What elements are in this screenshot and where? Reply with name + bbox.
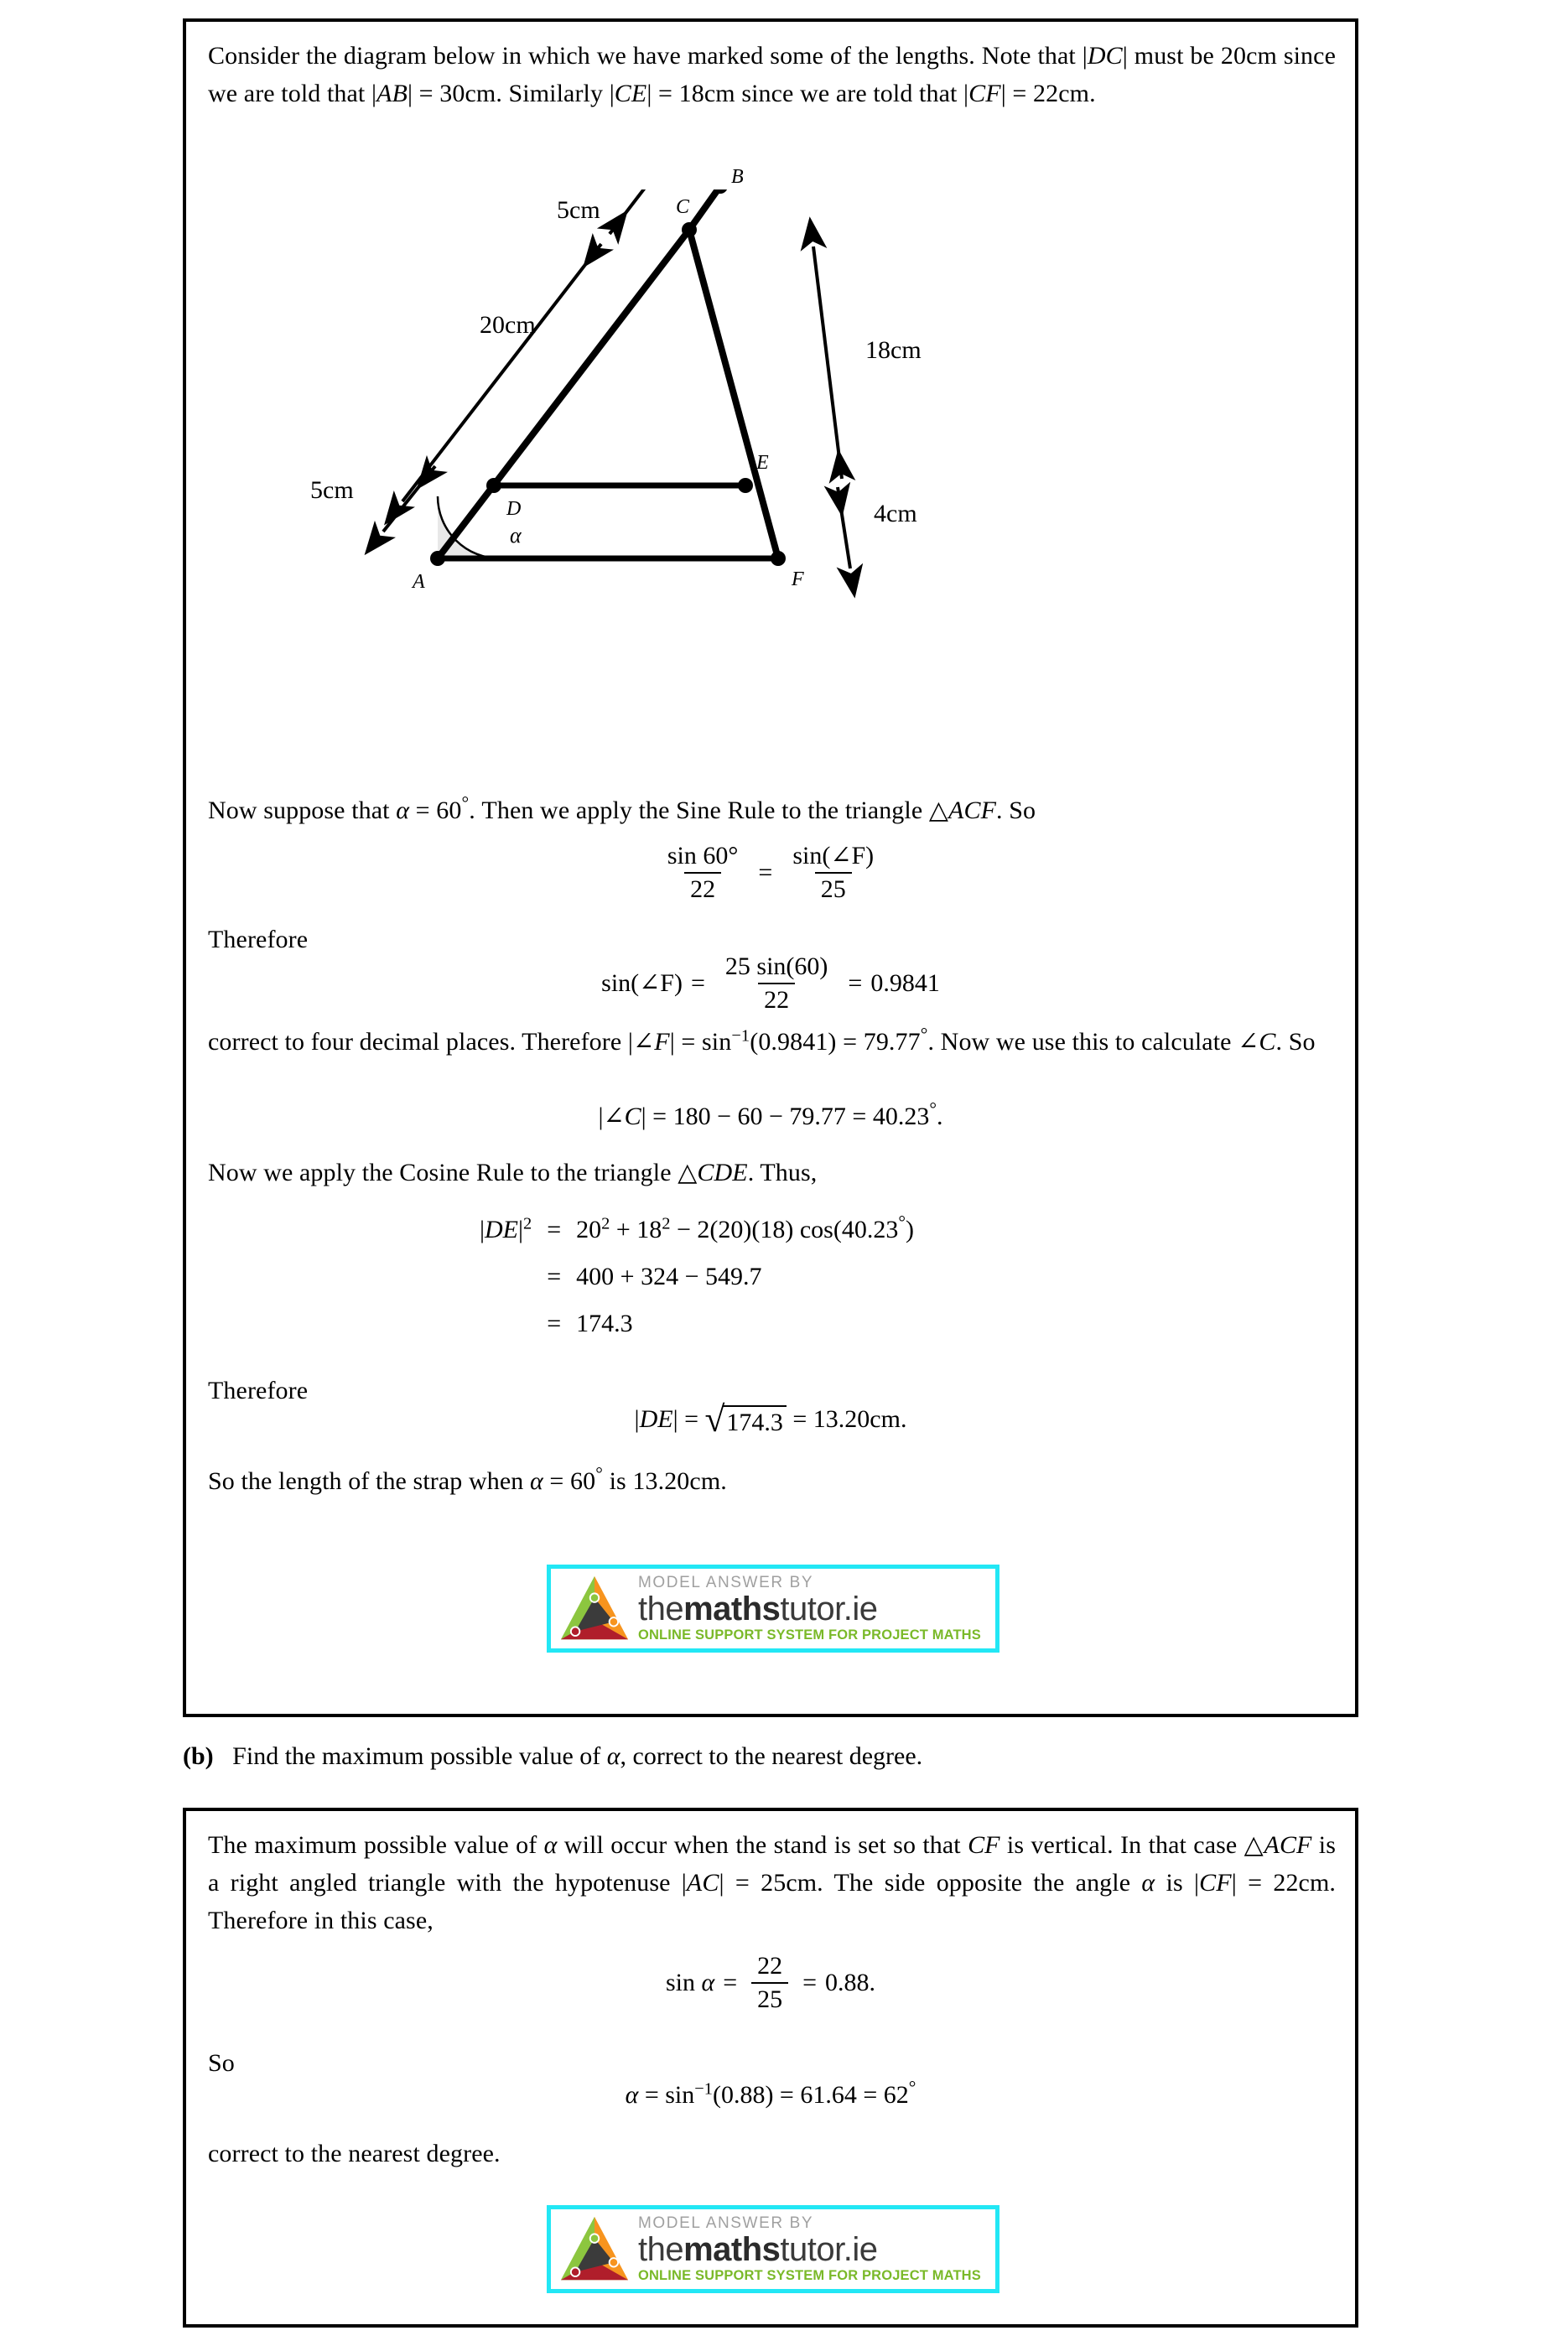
four-decimal-paragraph: correct to four decimal places. Therefore |∠F| = $\sin^{-1}(0.9841) = 79.77^\circ$. Now we use this to calculate ∠C. So [208,1024,1316,1056]
sin-alpha-lhs: sin α [665,1968,715,1996]
sinF-rel-1: = [690,968,705,997]
part-b-intro-paragraph: The maximum possible value of α will occur when the stand is set so that CF is vertical. In that case △ACF is a right angled triangle with the hypotenuse |AC| = 25cm. The side opposite the angle α is |CF| = 22cm. Therefore in this case, [208,1831,1337,1934]
sin-alpha-equation [186,1952,1355,2013]
themathstutor-triangle-logo [554,1574,635,1644]
sin-alpha-rel-2: = [802,1968,818,1996]
diagram-svg [186,189,1360,768]
answer-box-part-a [183,18,1358,1717]
sine-rule-equation [186,842,1355,903]
logo-box-b [547,2205,999,2293]
logo-brand-maths: maths [683,1590,781,1627]
DE-equation: |DE| = √ 174.3 = 13.20cm. [634,1399,907,1440]
part-b-label: (b) [183,1742,214,1770]
logo-text-block [638,1575,981,1643]
logo-brand-tutor: tutor.ie [780,1590,878,1627]
label-18cm: 18cm [865,336,922,364]
logo-b-model-answer-by: MODEL ANSWER BY [638,2214,814,2232]
sine-rule-right-den: 25 [815,872,852,904]
sin-alpha-rel-1: = [723,1968,738,1996]
intro-paragraph: Consider the diagram below in which we have marked some of the lengths. Note that |DC| must be 20cm since we are told that |AB| = 30cm. Similarly |CE| = 18cm since we are told that |CF| = 22cm. [208,42,1336,107]
part-b-heading [183,1742,1357,1771]
cosine-row-0-rel: = [547,1216,562,1243]
label-left-5cm: 5cm [310,476,354,504]
dimension-arrow-left-5cm [383,466,435,532]
cosine-row-1-rel: = [547,1263,562,1290]
label-top-5cm: 5cm [557,196,600,224]
sinF-num: 25 sin(60) [724,952,828,980]
cosine-row-1-rhs: 400 + 324 − 549.7 [576,1263,762,1290]
answer-box-part-b [183,1808,1358,2328]
logo-node-top [590,1593,600,1602]
fraction-sin60-over-22 [662,842,745,903]
alpha-result-equation: $\alpha = \sin^{-1}(0.88) = 61.64 = 62^\circ$ [625,2077,916,2109]
cosine-row-0-rhs: $20^2 + 18^2 - 2(20)(18)$ cos(40.23°) [576,1212,914,1243]
logo-box-a [547,1565,999,1653]
sin-alpha-num: 22 [757,1952,783,1980]
logo-b-brand-tutor: tutor.ie [780,2230,878,2268]
logo-model-answer-by: MODEL ANSWER BY [638,1573,814,1591]
sinF-equation [186,952,1355,1014]
logo-brand-name [638,1591,981,1627]
point-label-C: C [676,196,690,218]
sine-rule-relation: = [758,858,773,886]
sinF-lhs: sin(∠F) [601,969,683,998]
part-b-closing: correct to the nearest degree. [208,2140,501,2167]
point-label-E: E [756,452,769,474]
cosine-row-2-rhs: 174.3 [576,1310,633,1337]
themathstutor-triangle-logo-b [554,2214,635,2285]
so-label: So [208,2049,235,2077]
point-label-B: B [731,166,744,188]
dimension-arrow-18cm [813,247,842,479]
logo-b-node-right [610,2258,619,2267]
point-label-F: F [792,568,804,590]
logo-b-brand-the: the [638,2230,684,2268]
dimension-arrow-top-5cm [610,189,662,234]
geometry-diagram [186,166,1355,768]
cosine-row-2-rel: = [547,1310,562,1337]
sine-rule-intro: Now suppose that α = 60°. Then we apply the Sine Rule to the triangle △ACF. So [208,792,1036,824]
sinF-den: 22 [758,983,795,1015]
logo-b-brand-name [638,2232,981,2267]
logo-b-node-left [571,2267,580,2276]
fraction-sinF-over-25 [787,842,880,903]
cosine-rule-intro: Now we apply the Cosine Rule to the triangle △CDE. Thus, [208,1159,818,1186]
vertex-C [682,222,697,237]
sine-rule-right-num: sin(∠F) [792,842,875,869]
fraction-22-over-25 [751,1952,788,2013]
therefore-label-2: Therefore [208,1377,309,1404]
vertex-D [486,478,501,493]
logo-b-brand-maths: maths [683,2230,781,2268]
sinF-rel-2: = [848,968,863,997]
point-label-D: D [506,498,522,520]
angle-C-equation: |∠C| = 180 − 60 − 79.77 = 40.23°. [598,1098,943,1130]
sine-rule-left-num: sin 60° [667,842,739,869]
sinF-result: 0.9841 [870,968,940,997]
cosine-row-0-lhs: $|DE|^2$ [480,1214,532,1243]
part-b-heading-text: Find the maximum possible value of α, correct to the nearest degree. [220,1742,923,1770]
therefore-label-1: Therefore [208,926,309,953]
sin-alpha-result: 0.88. [825,1968,876,1996]
angle-alpha-label: α [510,523,522,548]
fraction-25sin60-over-22 [719,952,834,1014]
logo-b-node-top [590,2234,600,2243]
vertex-E [738,478,753,493]
cosine-rule-aligned-equations [480,1212,914,1338]
dimension-arrow-20cm [402,244,601,501]
segment-C-to-F [689,230,778,558]
sine-rule-left-den: 22 [684,872,721,904]
segment-A-to-C [438,230,689,558]
dimension-arrow-4cm [838,487,850,568]
vertex-A [430,551,445,566]
logo-node-right [610,1617,619,1627]
logo-tagline: ONLINE SUPPORT SYSTEM FOR PROJECT MATHS [638,1627,981,1643]
label-4cm: 4cm [874,500,917,527]
logo-brand-the: the [638,1590,684,1627]
label-20cm: 20cm [480,311,536,339]
vertex-F [771,551,786,566]
square-root-174-3: √ 174.3 [705,1405,787,1437]
logo-b-text-block [638,2215,981,2283]
point-label-A: A [413,571,425,593]
sin-alpha-den: 25 [751,1982,788,2014]
logo-b-tagline: ONLINE SUPPORT SYSTEM FOR PROJECT MATHS [638,2267,981,2283]
segment-C-to-B [689,189,720,230]
logo-node-left [571,1627,580,1636]
conclusion-paragraph: So the length of the strap when α = 60° is 13.20cm. [208,1463,727,1495]
